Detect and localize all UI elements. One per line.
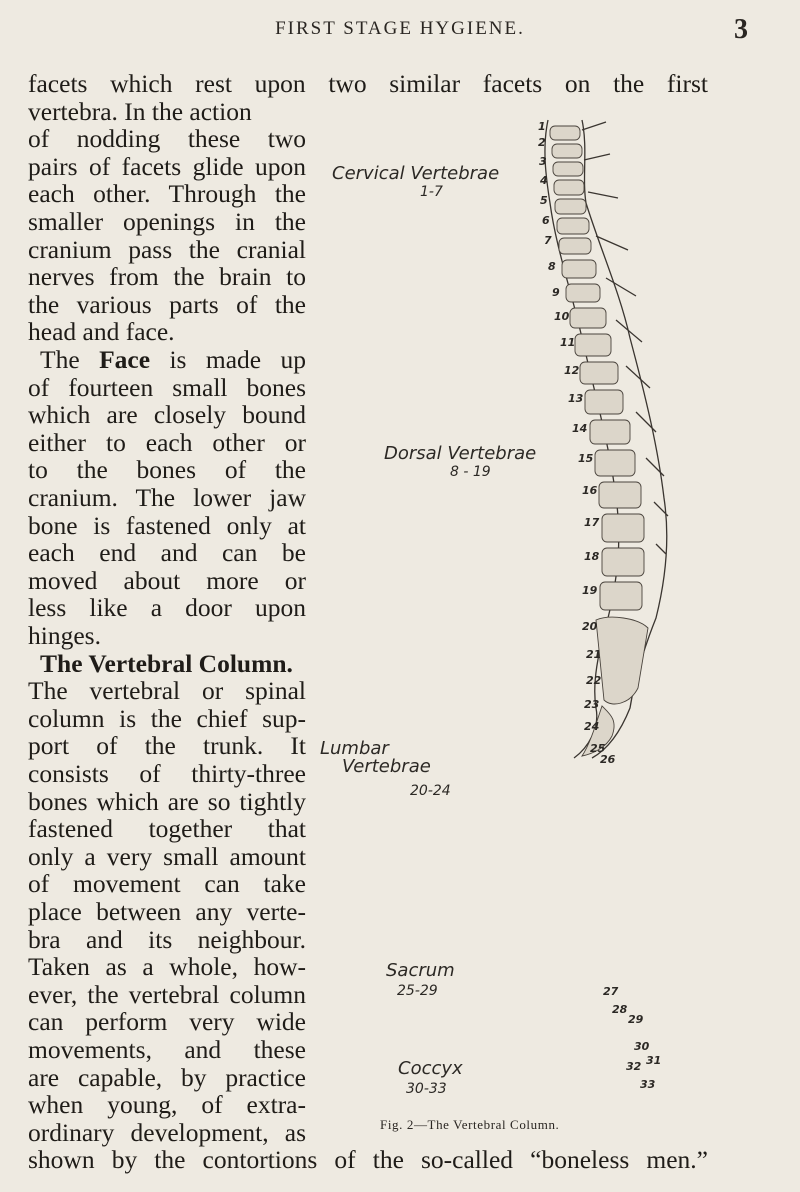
- vertebra-body: [585, 390, 623, 414]
- running-title: FIRST STAGE HYGIENE.: [275, 18, 525, 39]
- vertebra-number: 32: [626, 1060, 642, 1073]
- text-line: when young, of extra-: [28, 1090, 306, 1119]
- vertebral-column-figure: [320, 108, 720, 777]
- section-heading: The Vertebral Column.: [40, 649, 293, 678]
- vertebra-body: [562, 260, 596, 278]
- text-line: of movement can take: [28, 869, 306, 898]
- text-line: only a very small amount: [28, 842, 306, 871]
- vertebra-number: 4: [540, 174, 548, 187]
- vertebra-number: 18: [584, 550, 600, 563]
- sacrum-shape: [596, 617, 648, 704]
- face-first-line: [28, 346, 306, 374]
- text-line: bones which are so tightly: [28, 787, 306, 816]
- text-line: Taken as a whole, how-: [28, 952, 306, 981]
- vertebra-body: [599, 482, 641, 508]
- page-number: 3: [734, 14, 748, 45]
- vertebra-body: [580, 362, 618, 384]
- text-line: head and face.: [28, 317, 175, 346]
- vertebra-number: 13: [568, 392, 584, 405]
- text-line: vertebra. In the action: [28, 97, 252, 126]
- face-after: is made up: [150, 345, 306, 374]
- face-term: Face: [99, 345, 151, 374]
- vertebra-number: 3: [539, 155, 547, 168]
- vertebra-body: [552, 144, 582, 158]
- vertebra-number: 15: [578, 452, 594, 465]
- vertebra-number: 20: [582, 620, 598, 633]
- vertebra-bodies: [550, 126, 648, 756]
- label-lumbar: Lumbar: [320, 738, 389, 759]
- text-line: pairs of facets glide upon: [28, 152, 306, 181]
- vertebra-number: 1: [538, 120, 546, 133]
- vertebra-number: 17: [584, 516, 600, 529]
- text-line: either to each other or: [28, 428, 306, 457]
- text-line: cranium. The lower jaw: [28, 483, 306, 512]
- vertebra-body: [553, 162, 583, 176]
- vertebra-number: 29: [628, 1013, 644, 1026]
- vertebra-body: [555, 199, 586, 214]
- text-line: bra and its neighbour.: [28, 925, 306, 954]
- text-line: shown by the contortions of the so-called “boneless men.”: [28, 1145, 708, 1174]
- vertebra-body: [566, 284, 600, 302]
- vertebra-number: 10: [554, 310, 570, 323]
- text-line: movements, and these: [28, 1035, 306, 1064]
- vertebra-number: 2: [538, 136, 546, 149]
- vertebra-number: 16: [582, 484, 598, 497]
- text-line: each other. Through the: [28, 179, 306, 208]
- vertebra-body: [595, 450, 635, 476]
- label-coccyx-range: 30-33: [406, 1081, 447, 1097]
- vertebra-number: 19: [582, 584, 598, 597]
- vertebra-number: 30: [634, 1040, 650, 1053]
- text-line: The vertebral or spinal: [28, 676, 306, 705]
- text-line: of nodding these two: [28, 124, 306, 153]
- spine-illustration: [320, 108, 720, 768]
- text-line: are capable, by practice: [28, 1063, 306, 1092]
- vertebra-number: 25: [590, 742, 606, 755]
- vertebra-body: [602, 548, 644, 576]
- text-line: each end and can be: [28, 538, 306, 567]
- vertebra-body: [557, 218, 589, 234]
- text-line: the various parts of the: [28, 290, 306, 319]
- text-line: ever, the vertebral column: [28, 980, 306, 1009]
- vertebra-number: 22: [586, 674, 602, 687]
- text-line: facets which rest upon two similar facets on the first: [28, 69, 708, 98]
- vertebra-number: 6: [542, 214, 550, 227]
- text-line: of fourteen small bones: [28, 373, 306, 402]
- vertebra-number: 26: [600, 753, 616, 766]
- text-line: port of the trunk. It: [28, 731, 306, 760]
- text-line: bone is fastened only at: [28, 511, 306, 540]
- vertebra-number: 21: [586, 648, 602, 661]
- face-before: The: [40, 345, 100, 374]
- vertebra-body: [602, 514, 644, 542]
- label-lumbar-2: Vertebrae: [342, 756, 431, 777]
- vertebra-number: 14: [572, 422, 588, 435]
- vertebra-number: 31: [646, 1054, 662, 1067]
- vertebra-body: [554, 180, 584, 195]
- text-line: fastened together that: [28, 814, 306, 843]
- vertebra-body: [575, 334, 611, 356]
- label-dorsal: Dorsal Vertebrae: [384, 443, 537, 464]
- label-lumbar-range: 20-24: [410, 783, 451, 799]
- text-line: nerves from the brain to: [28, 262, 306, 291]
- text-line: cranium pass the cranial: [28, 235, 306, 264]
- text-line: moved about more or: [28, 566, 306, 595]
- text-line: place between any verte-: [28, 897, 306, 926]
- vertebra-body: [590, 420, 630, 444]
- vertebra-number: 8: [548, 260, 556, 273]
- vertebra-number: 23: [584, 698, 600, 711]
- vertebra-number: 5: [540, 194, 548, 207]
- label-dorsal-range: 8 - 19: [450, 464, 491, 480]
- text-line: consists of thirty-three: [28, 759, 306, 788]
- label-sacrum-range: 25-29: [397, 983, 438, 999]
- vertebra-number: 11: [560, 336, 576, 349]
- label-cervical: Cervical Vertebrae: [332, 163, 500, 184]
- text-line: column is the chief sup-: [28, 704, 306, 733]
- text-line: to the bones of the: [28, 455, 306, 484]
- label-cervical-range: 1-7: [420, 184, 443, 200]
- vertebra-number: 24: [584, 720, 600, 733]
- text-line: which are closely bound: [28, 400, 306, 429]
- text-line: smaller openings in the: [28, 207, 306, 236]
- vertebra-body: [559, 238, 591, 254]
- text-line: can perform very wide: [28, 1007, 306, 1036]
- vertebra-number: 33: [640, 1078, 656, 1091]
- label-coccyx: Coccyx: [398, 1058, 463, 1079]
- vertebra-number: 12: [564, 364, 580, 377]
- vertebra-body: [570, 308, 606, 328]
- figure-caption: Fig. 2—The Vertebral Column.: [380, 1117, 560, 1132]
- text-line: ordinary development, as: [28, 1118, 306, 1147]
- vertebra-number: 27: [603, 985, 619, 998]
- text-line: less like a door upon: [28, 593, 306, 622]
- vertebra-number: 28: [612, 1003, 628, 1016]
- label-sacrum: Sacrum: [386, 960, 455, 981]
- running-head: [0, 12, 800, 45]
- vertebra-body: [550, 126, 580, 140]
- vertebra-body: [600, 582, 642, 610]
- vertebra-number: 9: [552, 286, 560, 299]
- text-line: hinges.: [28, 621, 101, 650]
- vertebra-number: 7: [544, 234, 552, 247]
